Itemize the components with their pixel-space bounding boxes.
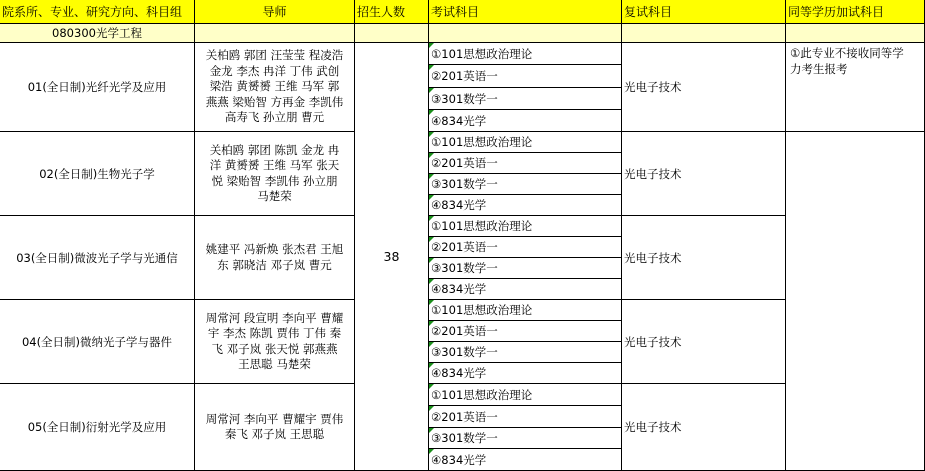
- comment-indicator-icon: [429, 300, 434, 305]
- header-exam[interactable]: 考试科目: [429, 0, 622, 24]
- mentors-cell[interactable]: [195, 216, 355, 300]
- mentor-line: 洋 黄赟赟 王维 马军 张天: [209, 158, 340, 172]
- band-retest[interactable]: [622, 24, 786, 43]
- exam-subject-cell[interactable]: ①101思想政治理论: [429, 300, 622, 321]
- mentors-cell[interactable]: [195, 43, 355, 132]
- exam-subject-cell[interactable]: ③301数学一: [429, 428, 622, 449]
- exam-subject-cell[interactable]: ④834光学: [429, 449, 622, 471]
- mentor-line: 飞 邓子岚 张天悦 郭燕燕: [211, 341, 338, 356]
- header-extra[interactable]: 同等学历加试科目: [786, 0, 925, 24]
- mentor-line: 秦飞 邓子岚 王思聪: [224, 427, 325, 441]
- comment-indicator-icon: [429, 132, 434, 137]
- exam-subject-cell[interactable]: ④834光学: [429, 363, 622, 384]
- mentors-cell[interactable]: [195, 384, 355, 471]
- retest-cell[interactable]: 光电子技术: [622, 43, 786, 132]
- enroll-count[interactable]: 38: [355, 43, 429, 471]
- direction-cell[interactable]: 03(全日制)微波光子学与光通信: [0, 216, 195, 300]
- mentor-line: 悦 梁贻智 李凯伟 孙立朋: [211, 173, 338, 188]
- exam-subject-cell[interactable]: ①101思想政治理论: [429, 384, 622, 406]
- comment-indicator-icon: [429, 110, 434, 115]
- exam-subject-cell[interactable]: ③301数学一: [429, 88, 622, 110]
- retest-cell[interactable]: 光电子技术: [622, 132, 786, 216]
- exam-subject-cell[interactable]: ③301数学一: [429, 342, 622, 363]
- band-mentor[interactable]: [195, 24, 355, 43]
- mentor-line: 东 郭晓洁 邓子岚 曹元: [217, 257, 332, 272]
- comment-indicator-icon: [429, 88, 434, 93]
- major-name[interactable]: 080300光学工程: [0, 24, 195, 43]
- header-mentor[interactable]: 导师: [195, 0, 355, 24]
- comment-indicator-icon: [429, 174, 434, 179]
- comment-indicator-icon: [429, 216, 434, 221]
- comment-indicator-icon: [429, 65, 434, 70]
- extra-note-line: ①此专业不接收同等学: [790, 46, 904, 60]
- direction-cell[interactable]: 04(全日制)微纳光子学与器件: [0, 300, 195, 384]
- mentors-cell[interactable]: [195, 300, 355, 384]
- exam-subject-cell[interactable]: ②201英语一: [429, 153, 622, 174]
- mentors-cell[interactable]: [195, 132, 355, 216]
- direction-cell[interactable]: 02(全日制)生物光子学: [0, 132, 195, 216]
- header-dept[interactable]: 院系所、专业、研究方向、科目组: [0, 0, 195, 24]
- mentor-line: 金龙 李杰 冉洋 丁伟 武创: [209, 63, 340, 78]
- extra-subjects-cell[interactable]: [786, 43, 925, 132]
- mentor-line: 燕燕 梁贻智 方再金 李凯伟: [205, 94, 344, 109]
- comment-indicator-icon: [429, 321, 434, 326]
- exam-subject-cell[interactable]: ④834光学: [429, 110, 622, 132]
- mentor-line: 宇 李杰 陈凯 贾伟 丁伟 秦: [207, 326, 342, 340]
- extra-subjects-empty[interactable]: [786, 132, 925, 471]
- comment-indicator-icon: [429, 428, 434, 433]
- mentor-line: 马楚荣: [257, 189, 292, 203]
- exam-subject-cell[interactable]: ①101思想政治理论: [429, 132, 622, 153]
- mentor-line: 周常河 李向平 曹耀宇 贾伟: [205, 411, 344, 426]
- band-exam[interactable]: [429, 24, 622, 43]
- mentor-line: 王思聪 马楚荣: [238, 357, 311, 371]
- exam-subject-cell[interactable]: ①101思想政治理论: [429, 216, 622, 237]
- comment-indicator-icon: [429, 258, 434, 263]
- mentor-line: 高寿飞 孙立朋 曹元: [224, 110, 325, 125]
- retest-cell[interactable]: 光电子技术: [622, 384, 786, 471]
- exam-subject-cell[interactable]: ②201英语一: [429, 237, 622, 258]
- exam-subject-cell[interactable]: ②201英语一: [429, 321, 622, 342]
- band-enroll[interactable]: [355, 24, 429, 43]
- comment-indicator-icon: [429, 384, 434, 389]
- band-extra[interactable]: [786, 24, 925, 43]
- comment-indicator-icon: [429, 449, 434, 454]
- comment-indicator-icon: [429, 195, 434, 200]
- exam-subject-cell[interactable]: ④834光学: [429, 195, 622, 216]
- header-retest[interactable]: 复试科目: [622, 0, 786, 24]
- mentor-line: 姚建平 冯新焕 张杰君 王旭: [205, 242, 344, 256]
- exam-subject-cell[interactable]: ③301数学一: [429, 174, 622, 195]
- direction-cell[interactable]: 01(全日制)光纤光学及应用: [0, 43, 195, 132]
- direction-cell[interactable]: 05(全日制)衍射光学及应用: [0, 384, 195, 471]
- mentor-line: 梁浩 黄赟赟 王维 马军 郭: [209, 79, 340, 94]
- exam-subject-cell[interactable]: ④834光学: [429, 279, 622, 300]
- exam-subject-cell[interactable]: ②201英语一: [429, 65, 622, 88]
- comment-indicator-icon: [429, 153, 434, 158]
- exam-subject-cell[interactable]: ①101思想政治理论: [429, 43, 622, 65]
- comment-indicator-icon: [429, 237, 434, 242]
- exam-subject-cell[interactable]: ②201英语一: [429, 406, 622, 428]
- comment-indicator-icon: [429, 279, 434, 284]
- exam-subject-cell[interactable]: ③301数学一: [429, 258, 622, 279]
- extra-note-line: 力考生报考: [790, 62, 848, 76]
- mentor-line: 关柏鸥 郭团 汪莹莹 程凌浩: [205, 48, 344, 63]
- header-enroll[interactable]: 招生人数: [355, 0, 429, 24]
- retest-cell[interactable]: 光电子技术: [622, 300, 786, 384]
- retest-cell[interactable]: 光电子技术: [622, 216, 786, 300]
- comment-indicator-icon: [429, 363, 434, 368]
- comment-indicator-icon: [429, 342, 434, 347]
- mentor-line: 关柏鸥 郭团 陈凯 金龙 冉: [209, 142, 340, 157]
- comment-indicator-icon: [429, 406, 434, 411]
- mentor-line: 周常河 段宣明 李向平 曹耀: [205, 310, 344, 325]
- comment-indicator-icon: [429, 43, 434, 48]
